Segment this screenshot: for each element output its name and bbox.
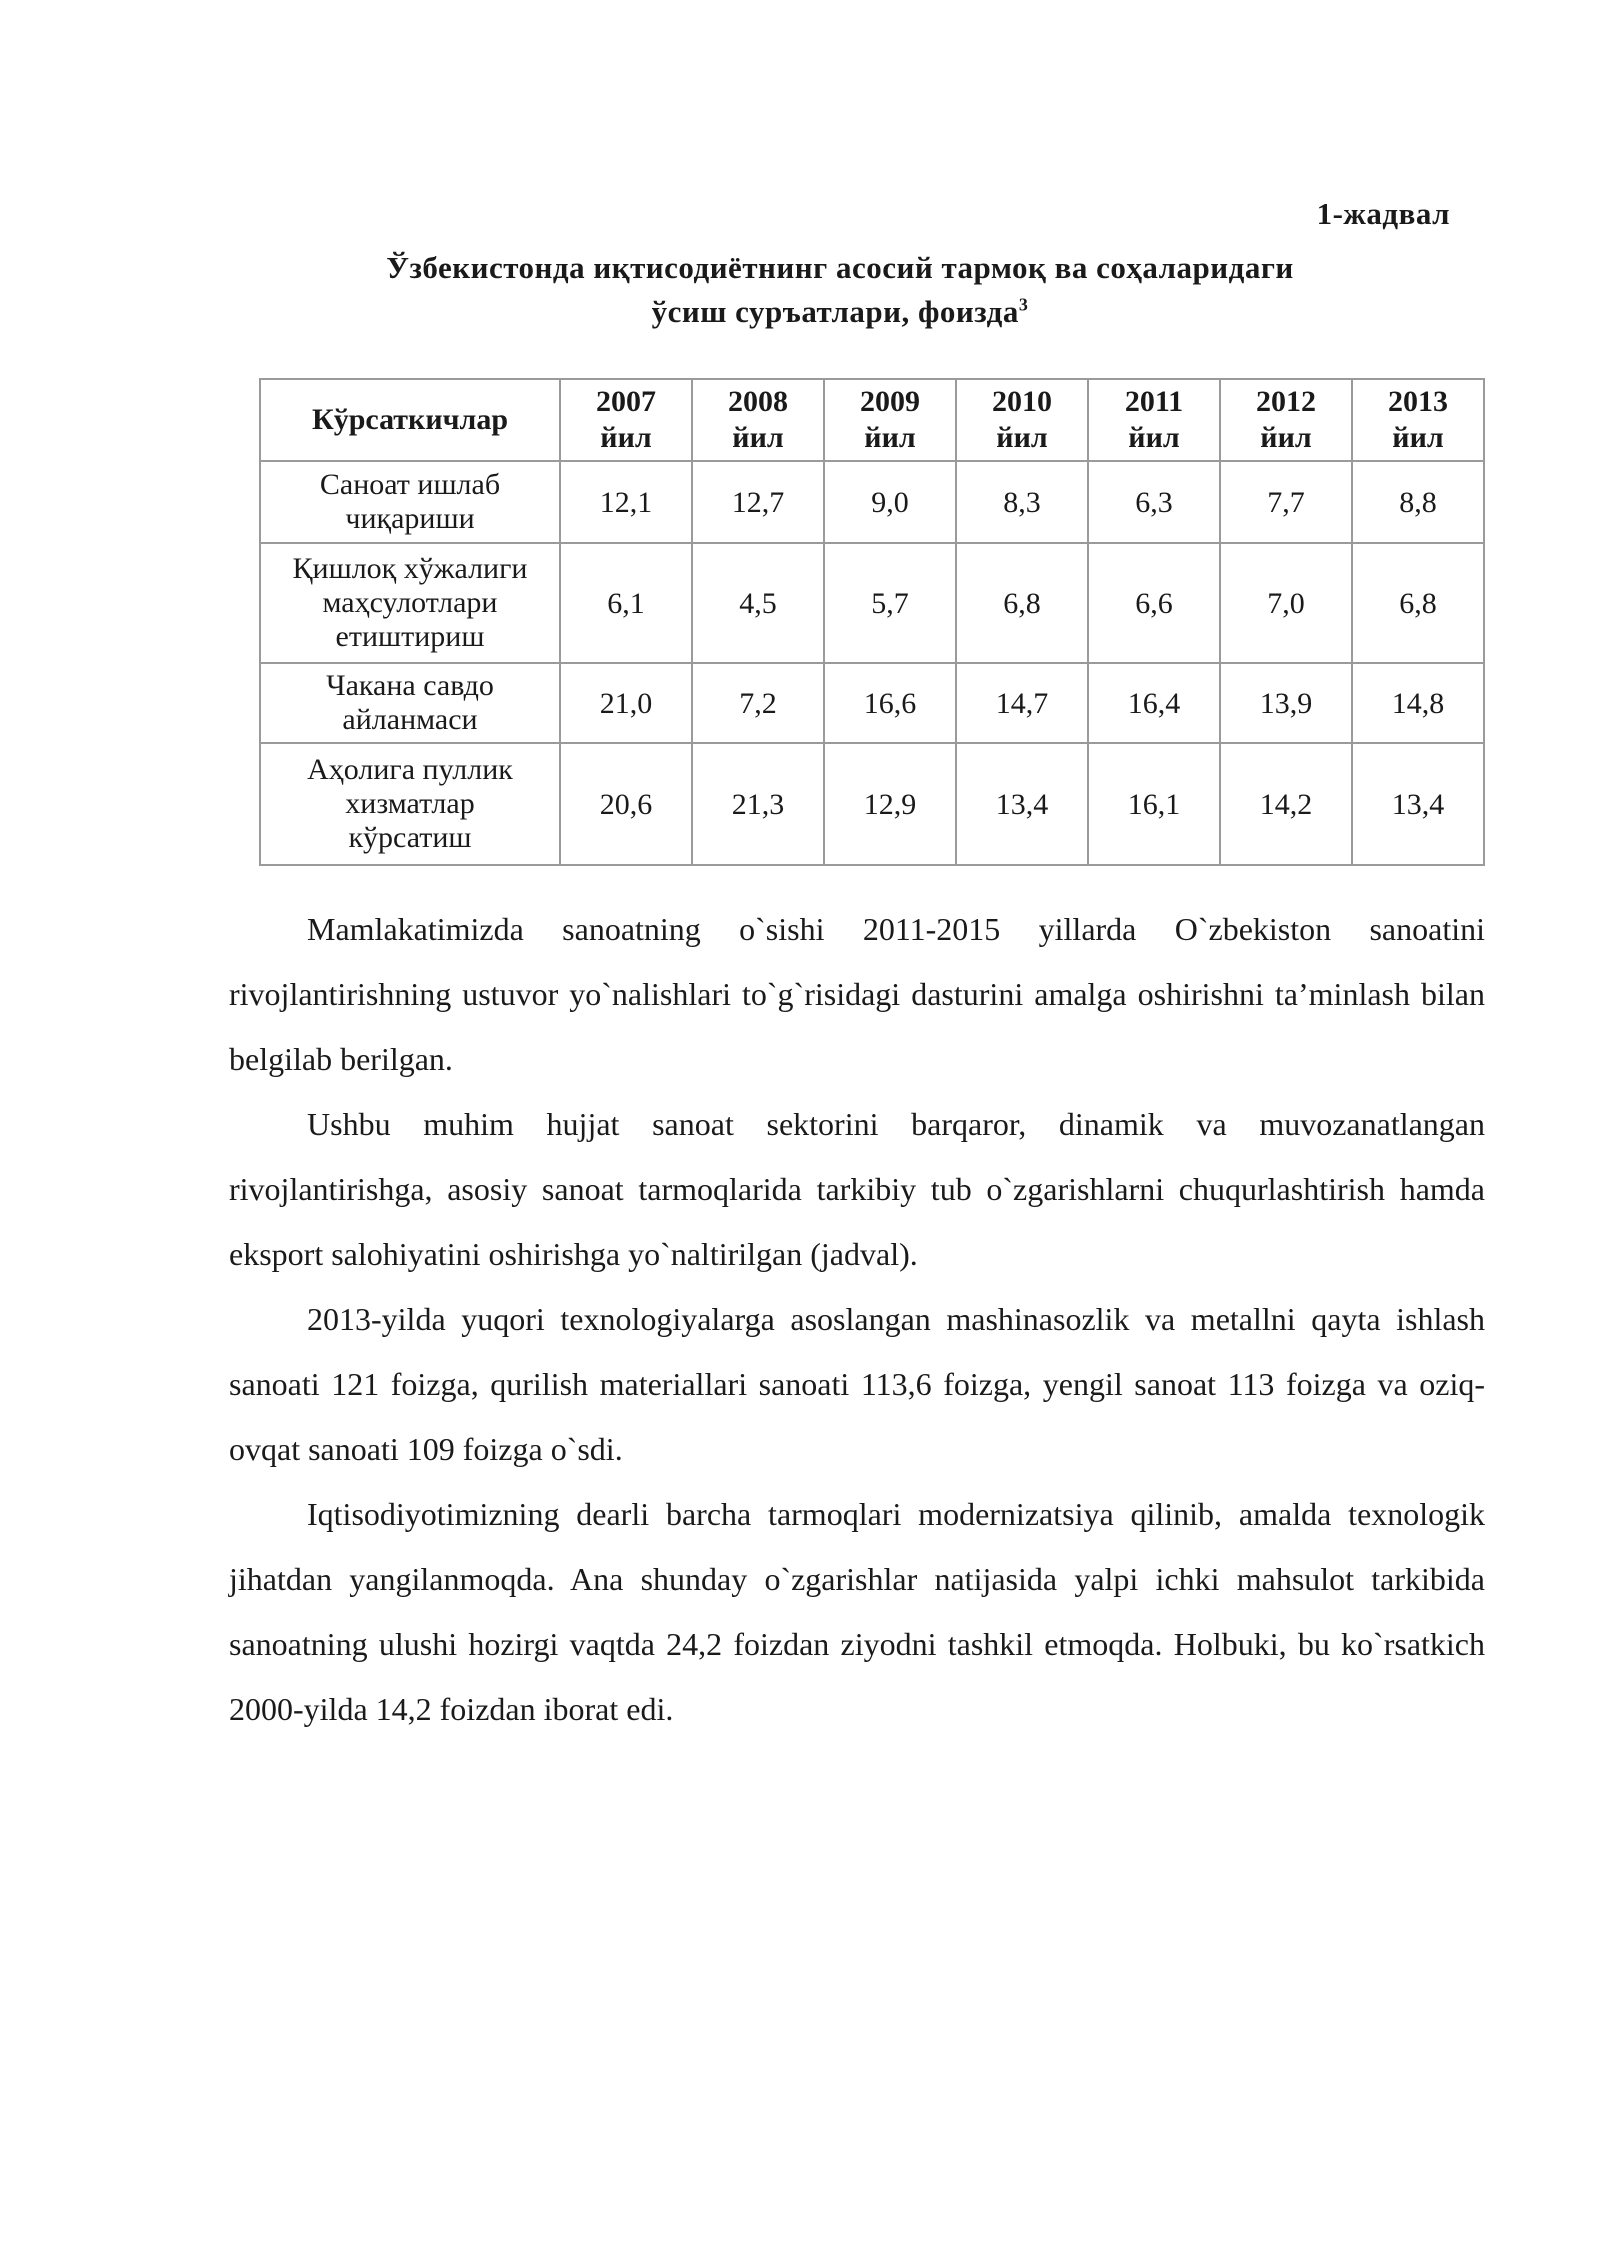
table-cell: 6,8	[1352, 543, 1484, 663]
table-title-line-1: Ўзбекистонда иқтисодиётнинг асосий тармоқ ва соҳаларидаги	[386, 250, 1294, 285]
table-cell: 13,4	[956, 743, 1088, 865]
header-year: 2012	[1256, 385, 1316, 418]
row-label	[260, 543, 560, 663]
row-label-line: етиштириш	[335, 620, 485, 653]
table-cell: 7,7	[1220, 461, 1352, 543]
table-cell: 14,8	[1352, 663, 1484, 743]
table-header	[260, 379, 1484, 461]
header-unit: йил	[996, 421, 1048, 454]
row-label-line: Қишлоқ хўжалиги	[292, 552, 528, 585]
header-unit: йил	[732, 421, 784, 454]
table-cell: 12,1	[560, 461, 692, 543]
table-cell: 4,5	[692, 543, 824, 663]
table-title	[260, 246, 1420, 334]
table-cell: 6,3	[1088, 461, 1220, 543]
table-cell: 16,6	[824, 663, 956, 743]
table-cell: 13,9	[1220, 663, 1352, 743]
header-year: 2013	[1388, 385, 1448, 418]
table-cell: 16,4	[1088, 663, 1220, 743]
paragraph: Iqtisodiyotimizning dearli barcha tarmoqlari modernizatsiya qilinib, amalda texnologik jihatdan yangilanmoqda. Ana shunday o`zgarishlar natijasida yalpi ichki mahsulot tarkibida sanoatning ulushi hozirgi vaqtda 24,2 foizdan ziyodni tashkil etmoqda. Holbuki, bu ko`rsatkich 2000-yilda 14,2 foizdan iborat edi.	[229, 1496, 1485, 1727]
header-unit: йил	[1128, 421, 1180, 454]
table-cell: 14,2	[1220, 743, 1352, 865]
table-row	[260, 461, 1484, 543]
row-label	[260, 663, 560, 743]
header-year: 2008	[728, 385, 788, 418]
table-cell: 6,1	[560, 543, 692, 663]
table-cell: 13,4	[1352, 743, 1484, 865]
header-year: 2007	[596, 385, 656, 418]
header-year: 2011	[1124, 385, 1184, 418]
table-cell: 8,8	[1352, 461, 1484, 543]
row-label-line: хизматлар	[345, 787, 475, 820]
table-row	[260, 743, 1484, 865]
footnote-marker: 3	[1018, 294, 1029, 315]
paragraph: Ushbu muhim hujjat sanoat sektorini barqaror, dinamik va muvozanatlangan rivojlantirishga, asosiy sanoat tarmoqlarida tarkibiy tub o`zgarishlarni chuqurlashtirish hamda eksport salohiyatini oshirishga yo`naltirilgan (jadval).	[229, 1106, 1485, 1272]
header-indicator: Кўрсаткичлар	[260, 379, 560, 461]
header-unit: йил	[1392, 421, 1444, 454]
header-year-2013	[1352, 379, 1484, 461]
table-cell: 6,6	[1088, 543, 1220, 663]
body-text	[229, 897, 1485, 1742]
header-year-2009	[824, 379, 956, 461]
table-title-line-2	[260, 290, 1420, 334]
table-cell: 20,6	[560, 743, 692, 865]
header-year-2010	[956, 379, 1088, 461]
table-cell: 6,8	[956, 543, 1088, 663]
table-cell: 21,3	[692, 743, 824, 865]
row-label	[260, 743, 560, 865]
paragraph: 2013-yilda yuqori texnologiyalarga asoslangan mashinasozlik va metallni qayta ishlash sanoati 121 foizga, qurilish materiallari sanoati 113,6 foizga, yengil sanoat 113 foizga va oziq-ovqat sanoati 109 foizga o`sdi.	[229, 1301, 1485, 1467]
table-cell: 12,9	[824, 743, 956, 865]
header-year-2012	[1220, 379, 1352, 461]
table-cell: 9,0	[824, 461, 956, 543]
header-unit: йил	[864, 421, 916, 454]
header-year-2008	[692, 379, 824, 461]
header-row	[260, 379, 1484, 461]
row-label	[260, 461, 560, 543]
row-label-line: чиқариши	[345, 502, 475, 535]
table-cell: 5,7	[824, 543, 956, 663]
table-cell: 21,0	[560, 663, 692, 743]
table-body	[260, 461, 1484, 865]
row-label-line: Саноат ишлаб	[319, 468, 501, 501]
header-unit: йил	[1260, 421, 1312, 454]
table-cell: 7,2	[692, 663, 824, 743]
table-title-line-2-text: ўсиш суръатлари, фоизда	[651, 294, 1019, 329]
table-cell: 14,7	[956, 663, 1088, 743]
table-cell: 12,7	[692, 461, 824, 543]
table-cell: 16,1	[1088, 743, 1220, 865]
table-row	[260, 543, 1484, 663]
row-label-line: кўрсатиш	[348, 821, 472, 854]
header-unit: йил	[600, 421, 652, 454]
table-number-label: 1-жадвал	[1316, 196, 1450, 231]
table-cell: 8,3	[956, 461, 1088, 543]
row-label-line: айланмаси	[342, 703, 478, 736]
header-year-2007	[560, 379, 692, 461]
header-year-2011	[1088, 379, 1220, 461]
table-row	[260, 663, 1484, 743]
row-label-line: Чакана савдо	[326, 669, 494, 702]
paragraph: Mamlakatimizda sanoatning o`sishi 2011-2015 yillarda O`zbekiston sanoatini rivojlantirishning ustuvor yo`nalishlari to`g`risidagi dasturini amalga oshirishni ta’minlash bilan belgilab berilgan.	[229, 911, 1485, 1077]
table-cell: 7,0	[1220, 543, 1352, 663]
growth-rates-table	[259, 378, 1485, 866]
header-year: 2009	[860, 385, 920, 418]
header-year: 2010	[992, 385, 1052, 418]
row-label-line: маҳсулотлари	[322, 586, 498, 619]
row-label-line: Аҳолига пуллик	[307, 753, 513, 786]
